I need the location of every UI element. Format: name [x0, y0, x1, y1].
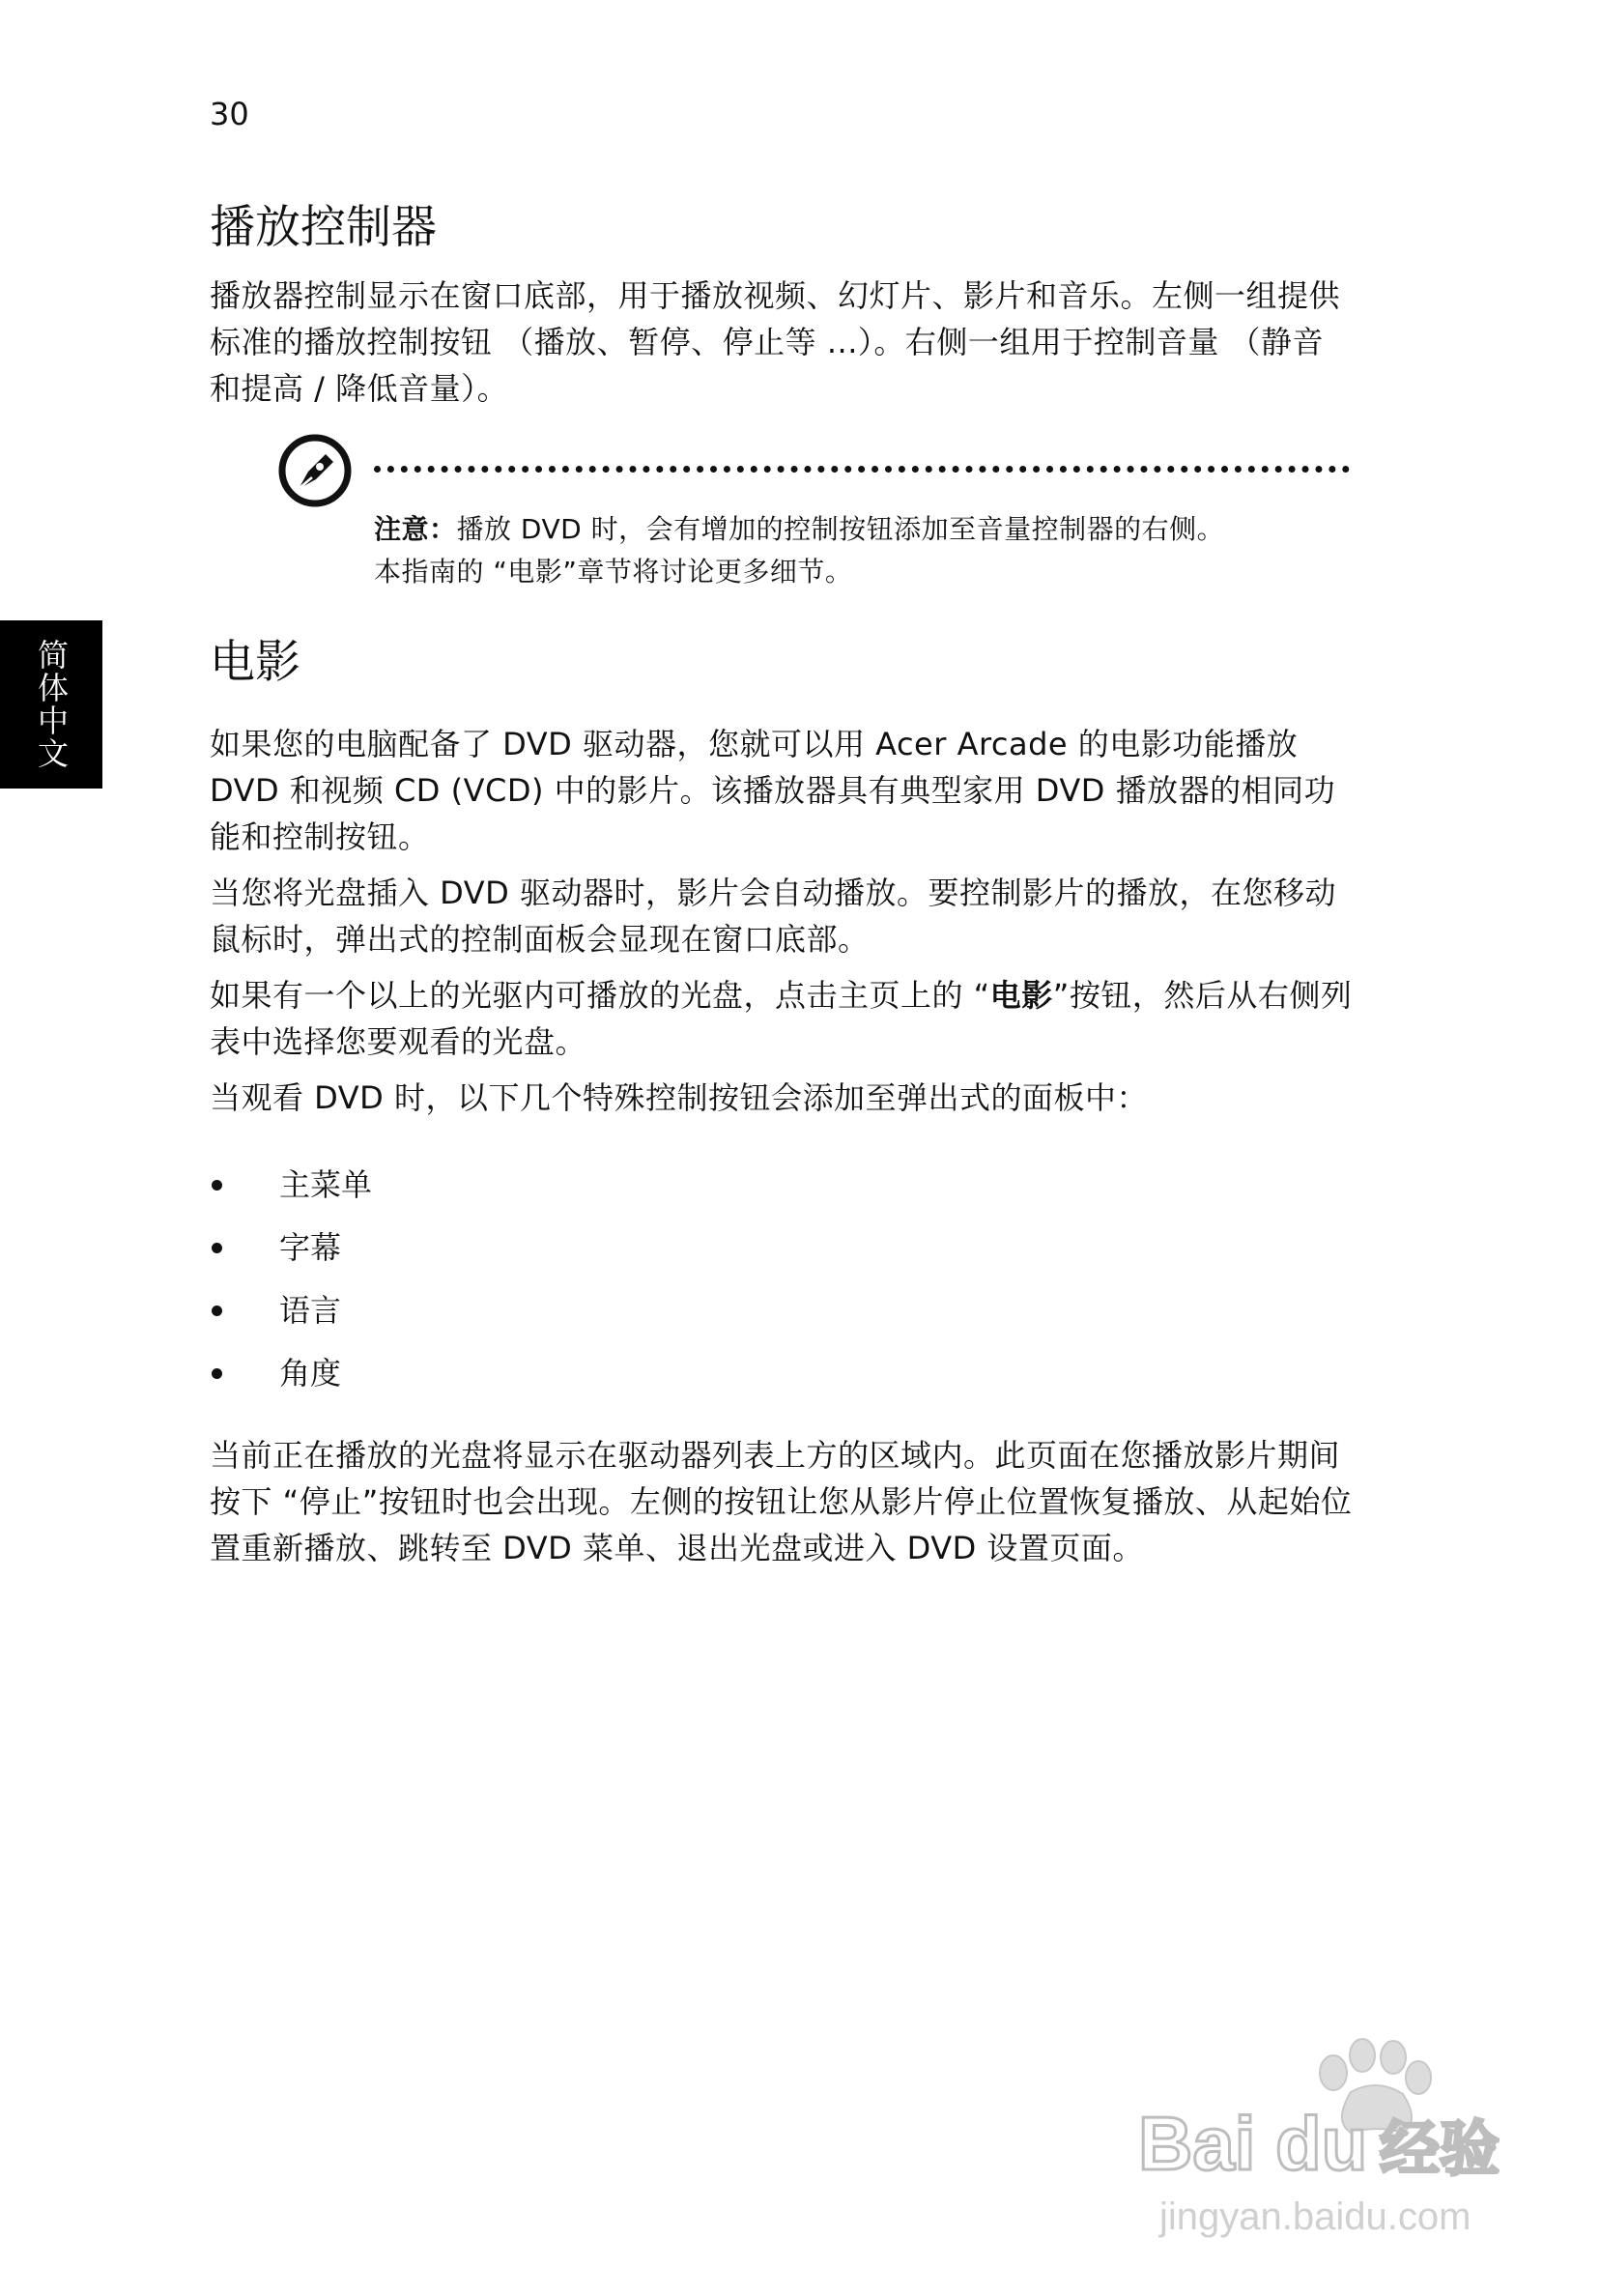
note-line-2: 本指南的 “电影”章节将讨论更多细节。 [374, 556, 853, 588]
note-line-1-text: 播放 DVD 时，会有增加的控制按钮添加至音量控制器的右侧。 [456, 513, 1225, 545]
movies-paragraph-2: 当您将光盘插入 DVD 驱动器时，影片会自动播放。要控制影片的播放，在您移动鼠标时，弹出式的控制面板会显现在窗口底部。 [210, 875, 1336, 958]
language-side-tab [0, 620, 102, 789]
list-item: 语言 [210, 1279, 372, 1342]
note-line-1 [374, 508, 1224, 551]
movies-button-name: 电影 [989, 977, 1053, 1014]
movies-paragraph-3 [210, 972, 1355, 1065]
list-item: 角度 [210, 1342, 372, 1405]
movies-paragraph-block [210, 721, 1355, 1131]
movies-paragraph-4: 当观看 DVD 时，以下几个特殊控制按钮会添加至弹出式的面板中： [210, 1079, 1148, 1116]
baidu-jingyan-watermark [1130, 2024, 1536, 2247]
movies-paragraph-1: 如果您的电脑配备了 DVD 驱动器，您就可以用 Acer Arcade 的电影功能播放 DVD 和视频 CD (VCD) 中的影片。该播放器具有典型家用 DVD 播放器的相同功能和控制按钮。 [210, 726, 1336, 855]
special-controls-list [210, 1154, 372, 1405]
list-item: 主菜单 [210, 1154, 372, 1217]
watermark-url: jingyan.baidu.com [1159, 2196, 1471, 2238]
side-tab-label: 简体中文 [33, 639, 70, 770]
watermark-cn: 经验 [1380, 2113, 1500, 2184]
section-title-playback-controls: 播放控制器 [210, 201, 437, 254]
final-paragraph-block [210, 1432, 1355, 1571]
movies-paragraph-3-after: ”按钮，然后从右侧列表中选择您要观看的光盘。 [210, 977, 1353, 1060]
playback-controls-paragraph: 播放器控制显示在窗口底部，用于播放视频、幻灯片、影片和音乐。左侧一组提供标准的播放控制按钮 （播放、暂停、停止等 ...）。右侧一组用于控制音量 （静音和提高 / 降低音量）。 [210, 277, 1341, 407]
note-dotted-divider [374, 466, 1350, 473]
list-item: 字幕 [210, 1217, 372, 1279]
page-number: 30 [210, 96, 249, 132]
watermark-brand: Bai [1138, 2101, 1256, 2186]
watermark-brand-2: du [1275, 2101, 1368, 2186]
pen-note-icon [277, 433, 353, 508]
movies-paragraph-3-before: 如果有一个以上的光驱内可播放的光盘，点击主页上的 “ [210, 977, 990, 1014]
note-label: 注意： [374, 513, 457, 545]
note-text [374, 508, 1224, 593]
playback-controls-paragraph-block [210, 273, 1355, 412]
note-box [277, 433, 1359, 597]
section-title-movies: 电影 [210, 636, 300, 689]
final-paragraph: 当前正在播放的光盘将显示在驱动器列表上方的区域内。此页面在您播放影片期间按下 “停止”按钮时也会出现。左侧的按钮让您从影片停止位置恢复播放、从起始位置重新播放、跳转至 DVD 菜单、退出光盘或进入 DVD 设置页面。 [210, 1437, 1353, 1566]
